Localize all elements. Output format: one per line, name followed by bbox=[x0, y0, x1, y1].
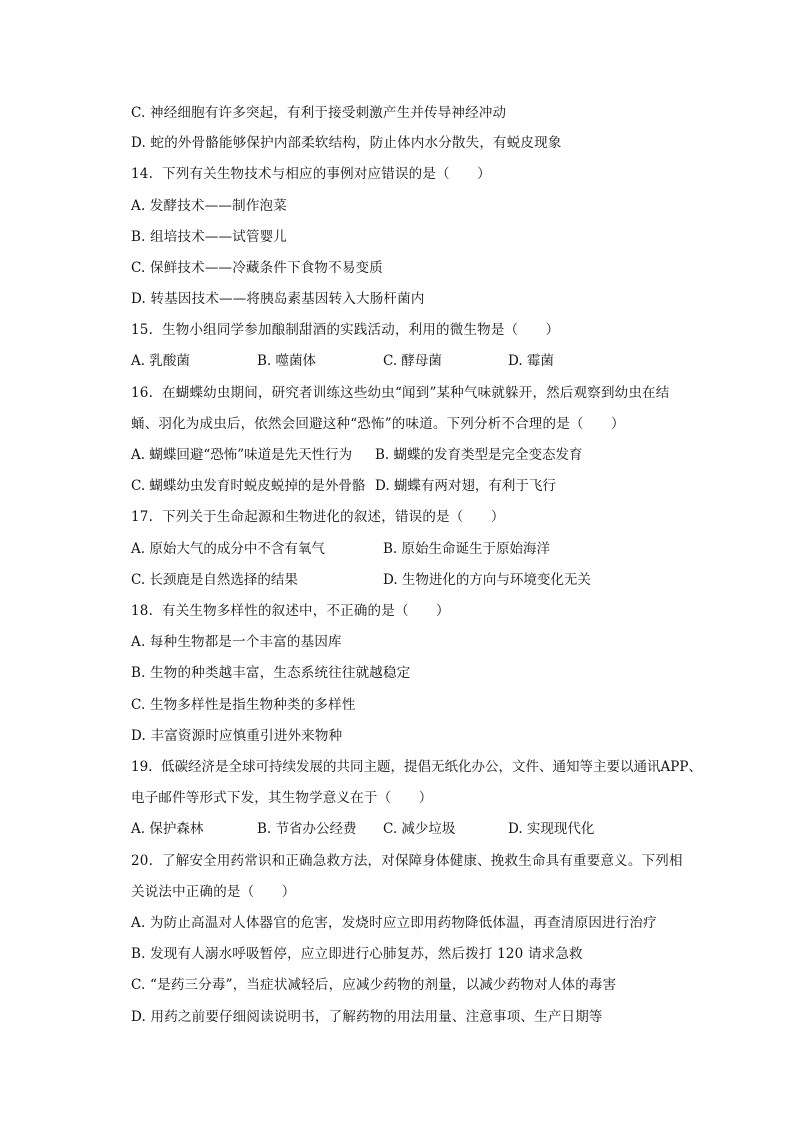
q14-option-a: A. 发酵技术——制作泡菜 bbox=[131, 198, 287, 214]
question-20-line2: 关说法中正确的是（ ） bbox=[131, 884, 296, 900]
q13-option-c: C. 神经细胞有许多突起，有利于接受刺激产生并传导神经冲动 bbox=[131, 105, 507, 121]
q15-option-d: D. 霉菌 bbox=[508, 353, 554, 369]
q19-option-b: B. 节省办公经费 bbox=[257, 821, 357, 837]
question-19-line1: 19. 低碳经济是全球可持续发展的共同主题，提倡无纸化办公，文件、通知等主要以通讯APP、 bbox=[131, 759, 702, 775]
q20-option-d: D. 用药之前要仔细阅读说明书，了解药物的用法用量、注意事项、生产日期等 bbox=[131, 1009, 603, 1025]
q18-option-c: C. 生物多样性是指生物种类的多样性 bbox=[131, 697, 356, 713]
q19-option-a: A. 保护森林 bbox=[131, 821, 204, 837]
q16-options-row2 bbox=[131, 476, 691, 496]
q18-option-a: A. 每种生物都是一个丰富的基因库 bbox=[131, 634, 342, 650]
q15-option-b: B. 噬菌体 bbox=[257, 353, 317, 369]
q19-option-d: D. 实现现代化 bbox=[508, 821, 595, 837]
question-20-line1: 20. 了解安全用药常识和正确急救方法，对保障身体健康、挽救生命具有重要意义。下列相 bbox=[131, 853, 683, 869]
q17-options-row2 bbox=[131, 570, 691, 590]
q15-option-a: A. 乳酸菌 bbox=[131, 353, 190, 369]
q20-option-a: A. 为防止高温对人体器官的危害，发烧时应立即用药物降低体温，再查清原因进行治疗 bbox=[131, 915, 657, 931]
q15-options bbox=[131, 351, 691, 371]
q14-option-c: C. 保鲜技术——冷藏条件下食物不易变质 bbox=[131, 260, 383, 276]
q15-option-c: C. 酵母菌 bbox=[383, 353, 442, 369]
q14-option-d: D. 转基因技术——将胰岛素基因转入大肠杆菌内 bbox=[131, 291, 425, 307]
q20-option-b: B. 发现有人溺水呼吸暂停，应立即进行心肺复苏，然后拨打 120 请求急救 bbox=[131, 946, 583, 962]
q20-option-c: C. “是药三分毒”，当症状减轻后，应减少药物的剂量，以减少药物对人体的毒害 bbox=[131, 977, 617, 993]
q17-option-c: C. 长颈鹿是自然选择的结果 bbox=[131, 572, 298, 588]
question-17: 17. 下列关于生命起源和生物进化的叙述，错误的是（ ） bbox=[131, 509, 505, 525]
q17-option-b: B. 原始生命诞生于原始海洋 bbox=[383, 541, 551, 557]
q14-option-b: B. 组培技术——试管婴儿 bbox=[131, 229, 288, 245]
question-16-line1: 16. 在蝴蝶幼虫期间，研究者训练这些幼虫“闻到”某种气味就躲开，然后观察到幼虫在结 bbox=[131, 385, 670, 401]
q17-option-a: A. 原始大气的成分中不含有氧气 bbox=[131, 541, 325, 557]
q17-option-d: D. 生物进化的方向与环境变化无关 bbox=[383, 572, 591, 588]
q18-option-b: B. 生物的种类越丰富，生态系统往往就越稳定 bbox=[131, 665, 411, 681]
question-18: 18. 有关生物多样性的叙述中，不正确的是（ ） bbox=[131, 603, 450, 619]
q19-option-c: C. 减少垃圾 bbox=[383, 821, 456, 837]
question-14: 14. 下列有关生物技术与相应的事例对应错误的是（ ） bbox=[131, 166, 491, 182]
question-19-line2: 电子邮件等形式下发，其生物学意义在于（ ） bbox=[131, 790, 433, 806]
q18-option-d: D. 丰富资源时应慎重引进外来物种 bbox=[131, 728, 343, 744]
q16-option-a: A. 蝴蝶回避“恐怖”味道是先天性行为 bbox=[131, 447, 353, 463]
q19-options bbox=[131, 819, 691, 839]
q16-options-row1 bbox=[131, 445, 691, 465]
q17-options-row1 bbox=[131, 539, 691, 559]
question-16-line2: 蛹、羽化为成虫后，依然会回避这种“恐怖”的味道。下列分析不合理的是（ ） bbox=[131, 416, 625, 432]
q13-option-d: D. 蛇的外骨骼能够保护内部柔软结构，防止体内水分散失，有蜕皮现象 bbox=[131, 135, 562, 151]
q16-option-c: C. 蝴蝶幼虫发育时蜕皮蜕掉的是外骨骼 bbox=[131, 478, 366, 494]
q16-option-d: D. 蝴蝶有两对翅，有利于飞行 bbox=[375, 478, 556, 494]
question-15: 15. 生物小组同学参加酿制甜酒的实践活动，利用的微生物是（ ） bbox=[131, 322, 560, 338]
q16-option-b: B. 蝴蝶的发育类型是完全变态发育 bbox=[375, 447, 583, 463]
